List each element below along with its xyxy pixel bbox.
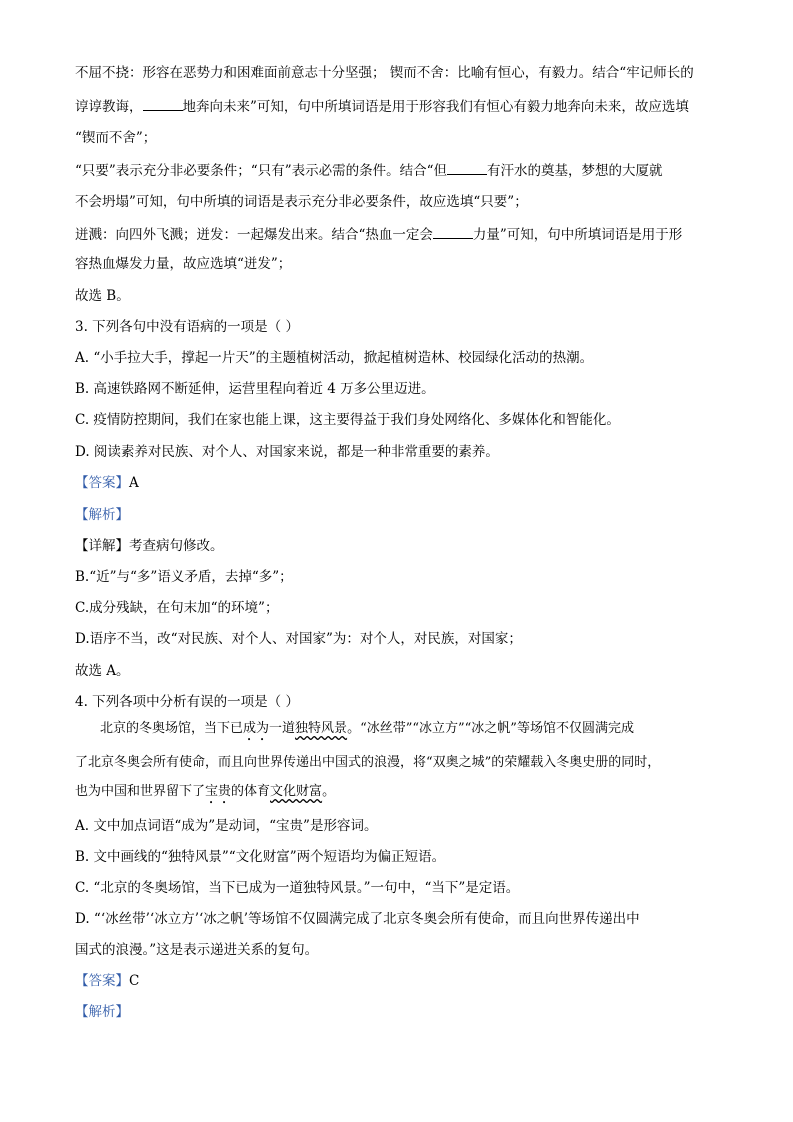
text: 国式的浪漫。”这是表示递进关系的复句。 (75, 942, 319, 958)
detail-3-line-3 (75, 629, 735, 649)
text: B.“近”与“多”语义矛盾，去掉“多”； (75, 569, 293, 585)
text: 。“冰丝带”“冰立方”“冰之帆”等场馆不仅圆满完成 (347, 721, 634, 736)
text: 不会坍塌”可知，句中所填的词语是表示充分非必要条件，故应选填“只要”； (75, 194, 528, 210)
analysis-tag: 【解析】 (75, 507, 129, 523)
question-3-option-a (75, 348, 735, 368)
analysis-3-header (75, 505, 735, 525)
text: 的体育 (231, 784, 271, 799)
question-3-option-d (75, 442, 735, 462)
question-3-option-b (75, 379, 735, 399)
text: 4. 下列各项中分析有误的一项是（ ） (75, 694, 299, 710)
underlined-phrase: 文化财富 (270, 784, 323, 799)
analysis-line-2 (75, 96, 735, 117)
text: 考查病句修改。 (129, 538, 224, 554)
question-4-option-a (75, 816, 735, 836)
text: “只要”表示充分非必要条件；“只有”表示必需的条件。结合“但 (75, 163, 448, 179)
text: A. 文中加点词语“成为”是动词，“宝贵”是形容词。 (75, 818, 378, 834)
question-4-stem (75, 692, 735, 712)
text: C. 疫情防控期间，我们在家也能上课，这主要得益于我们身处网络化、多媒体化和智能化。 (75, 412, 620, 428)
answer-3 (75, 473, 735, 493)
analysis-line-7 (75, 254, 735, 274)
text: D.语序不当，改“对民族、对个人、对国家”为：对个人，对民族，对国家； (75, 631, 522, 647)
text: 谆谆教诲， (75, 99, 143, 115)
passage-line-2 (75, 753, 735, 773)
analysis-line-4 (75, 160, 735, 181)
question-4-option-d-line-1 (75, 909, 735, 929)
question-4-option-d-line-2 (75, 940, 735, 960)
text: B. 高速铁路网不断延伸，运营里程向着近 4 万多公里迈进。 (75, 381, 435, 397)
analysis-line-6 (75, 224, 735, 245)
text: B. 文中画线的“独特风景”“文化财富”两个短语均为偏正短语。 (75, 849, 446, 865)
dotted-word: 成为 (243, 721, 270, 736)
answer-tag: 【答案】 (75, 973, 129, 989)
text: 北京的冬奥场馆，当下已 (100, 721, 244, 736)
text: A. “小手拉大手，撑起一片天”的主题植树活动，掀起植树造林、校园绿化活动的热潮。 (75, 350, 594, 366)
passage-line-3 (75, 782, 735, 807)
analysis-line-1 (75, 63, 735, 83)
analysis-line-5 (75, 192, 735, 212)
analysis-line-3 (75, 128, 735, 148)
text: 故选 A。 (75, 663, 130, 679)
answer-tag: 【答案】 (75, 475, 129, 491)
text: 也为中国和世界留下了 (75, 784, 206, 799)
text: 故选 B。 (75, 288, 130, 304)
text: C. “北京的冬奥场馆，当下已成为一道独特风景。”一句中，“当下”是定语。 (75, 880, 520, 896)
text: 迸溅：向四外飞溅；迸发：一起爆发出来。结合“热血一定会 (75, 227, 433, 243)
analysis-line-8 (75, 286, 735, 306)
detail-3-line-1 (75, 567, 735, 587)
text: 力量”可知，句中所填词语是用于形 (472, 227, 683, 243)
fill-blank (433, 224, 473, 239)
text: 3. 下列各句中没有语病的一项是（ ） (75, 319, 299, 335)
detail-tag: 【详解】 (75, 538, 129, 554)
text: D. “‘冰丝带’‘冰立方’‘冰之帆’等场馆不仅圆满完成了北京冬奥会所有使命，而且向世界传递出中 (75, 911, 640, 927)
dotted-word: 宝贵 (205, 784, 232, 799)
text: D. 阅读素养对民族、对个人、对国家来说，都是一种非常重要的素养。 (75, 444, 499, 460)
question-4-option-c (75, 878, 735, 898)
analysis-tag: 【解析】 (75, 1004, 129, 1020)
answer-value: A (129, 475, 139, 491)
text: 一道 (269, 721, 296, 736)
detail-3-line-2 (75, 598, 735, 618)
fill-blank (447, 160, 487, 175)
question-4-option-b (75, 847, 735, 867)
answer-4 (75, 971, 735, 991)
detail-3 (75, 536, 735, 556)
question-3-option-c (75, 410, 735, 430)
text: “锲而不舍”； (75, 130, 157, 146)
text: 不屈不挠：形容在恶势力和困难面前意志十分坚强； 锲而不舍：比喻有恒心，有毅力。结合“牢记师长的 (75, 65, 694, 81)
text: 。 (322, 784, 336, 799)
text: C.成分残缺，在句末加“的环境”； (75, 600, 279, 616)
text: 地奔向未来”可知，句中所填词语是用于形容我们有恒心有毅力地奔向未来，故应选填 (182, 99, 689, 115)
text: 容热血爆发力量，故应选填“迸发”； (75, 256, 292, 272)
answer-value: C (129, 973, 140, 989)
passage-line-1 (100, 719, 735, 744)
text: 有汗水的奠基，梦想的大厦就 (487, 163, 663, 179)
analysis-4-header (75, 1002, 735, 1022)
underlined-phrase: 独特风景 (295, 721, 348, 736)
question-3-stem (75, 317, 735, 337)
detail-3-line-4 (75, 661, 735, 681)
fill-blank (143, 96, 183, 111)
text: 了北京冬奥会所有使命，而且向世界传递出中国式的浪漫，将“双奥之城”的荣耀载入冬奥史册的同时， (75, 755, 661, 770)
